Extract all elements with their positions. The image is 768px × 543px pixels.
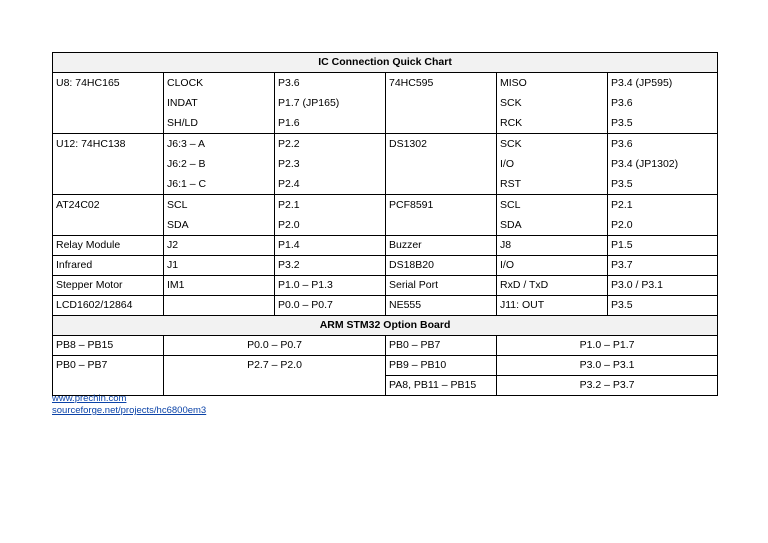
mcu-port-pins: P0.0 – P0.7 [164,336,386,356]
stm32-pins: PB9 – PB10 [386,356,497,376]
device-name: Stepper Motor [53,276,164,296]
sourceforge-link[interactable]: sourceforge.net/projects/hc6800em3 [52,405,207,416]
signal-cell [497,195,608,236]
signal: J6:3 – A [167,138,205,150]
chip-name: 74HC595 [389,77,434,89]
stm32-pins: PB0 – PB7 [386,336,497,356]
mcu-port-pins: P3.0 – P3.1 [497,356,718,376]
pin: P3.6 [611,138,633,150]
pin: P1.5 [608,236,718,256]
device-name: DS18B20 [386,256,497,276]
table-row [53,256,718,276]
ic-connection-table [52,52,718,396]
arm-section-title: ARM STM32 Option Board [53,316,718,336]
chip-name: AT24C02 [56,199,100,211]
prechin-link[interactable]: www.prechin.com [52,393,127,404]
connector: J1 [164,256,275,276]
signal: MISO [500,77,527,89]
pin-cell [608,195,718,236]
connector: J2 [164,236,275,256]
chip-name-cell [53,134,164,195]
mcu-port-pins: P1.0 – P1.7 [497,336,718,356]
signal: SCK [500,138,522,150]
connector: J11: OUT [497,296,608,316]
signal: J6:2 – B [167,158,206,170]
chip-name-cell [53,73,164,134]
stm32-pins: PB0 – PB7 [53,356,164,396]
signal-cell [164,195,275,236]
signal: SCL [500,199,521,211]
pin: P3.2 [275,256,386,276]
signal: SDA [500,219,522,231]
signal: SH/LD [167,117,198,129]
connector [164,296,275,316]
signal: RCK [500,117,523,129]
pin: P1.4 [275,236,386,256]
pin: P2.2 [278,138,300,150]
pin: P2.3 [278,158,300,170]
connector: J8 [497,236,608,256]
chip-name: U8: 74HC165 [56,77,120,89]
table-row [53,336,718,356]
pin: P2.0 [278,219,300,231]
signal: INDAT [167,97,198,109]
table-row [53,236,718,256]
pin: P1.0 – P1.3 [275,276,386,296]
connector: I/O [497,256,608,276]
signal: I/O [500,158,515,170]
pin: P3.5 [611,178,633,190]
pin: P3.0 / P3.1 [608,276,718,296]
signal: SCL [167,199,188,211]
signal-cell [164,73,275,134]
signal: J6:1 – C [167,178,207,190]
mcu-port-pins: P3.2 – P3.7 [497,376,718,396]
table-row [53,296,718,316]
signal: SCK [500,97,522,109]
signal: CLOCK [167,77,204,89]
stm32-pins: PB8 – PB15 [53,336,164,356]
connector: IM1 [164,276,275,296]
pin: P2.1 [278,199,300,211]
table-row [53,134,718,195]
device-name: Infrared [53,256,164,276]
pin: P3.6 [611,97,633,109]
signal-cell [497,73,608,134]
pin: P2.1 [611,199,633,211]
pin: P2.0 [611,219,633,231]
pin-cell [608,73,718,134]
chip-name-cell [386,73,497,134]
device-name: NE555 [386,296,497,316]
pin-cell [275,195,386,236]
table-title: IC Connection Quick Chart [53,53,718,73]
device-name: Serial Port [386,276,497,296]
chip-name-cell [386,134,497,195]
chip-name-cell [53,195,164,236]
chip-name: U12: 74HC138 [56,138,126,150]
pin: P3.4 (JP1302) [611,158,679,170]
pin: P3.7 [608,256,718,276]
pin: P0.0 – P0.7 [275,296,386,316]
connector: RxD / TxD [497,276,608,296]
signal-cell [497,134,608,195]
table-row [53,73,718,134]
pin: P3.4 (JP595) [611,77,673,89]
signal: RST [500,178,521,190]
device-name: Buzzer [386,236,497,256]
links-block [52,393,206,417]
pin: P1.7 (JP165) [278,97,340,109]
table-row [53,276,718,296]
pin-cell [275,73,386,134]
chip-name: PCF8591 [389,199,434,211]
pin: P3.5 [611,117,633,129]
chip-name-cell [386,195,497,236]
pin: P2.4 [278,178,300,190]
stm32-pins: PA8, PB11 – PB15 [386,376,497,396]
chip-name: DS1302 [389,138,427,150]
pin: P3.5 [608,296,718,316]
table-row [53,356,718,376]
device-name: LCD1602/12864 [53,296,164,316]
pin-cell [275,134,386,195]
signal: SDA [167,219,189,231]
device-name: Relay Module [53,236,164,256]
pin: P3.6 [278,77,300,89]
signal-cell [164,134,275,195]
pin: P1.6 [278,117,300,129]
mcu-port-pins: P2.7 – P2.0 [164,356,386,396]
table-row [53,195,718,236]
pin-cell [608,134,718,195]
